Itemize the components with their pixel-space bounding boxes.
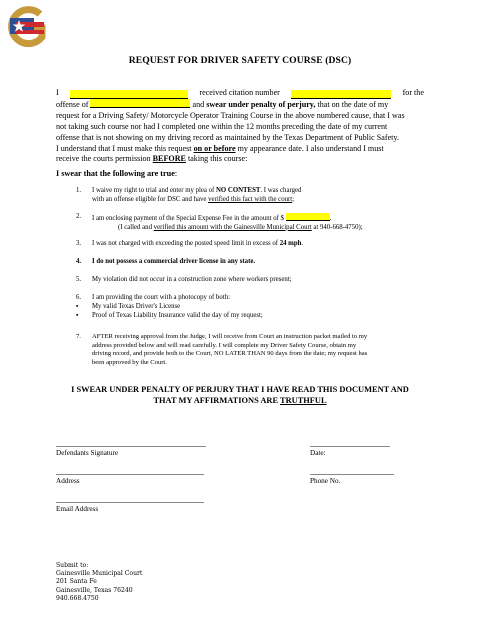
swear-heading: I swear that the following are true: [56, 169, 178, 178]
date-line[interactable] [310, 446, 390, 447]
fee-amount-field[interactable] [286, 213, 330, 221]
phone-label: Phone No. [310, 477, 341, 485]
defendant-signature-line[interactable] [56, 446, 206, 447]
bullet-icon: ▪ [76, 303, 79, 310]
gainesville-seal-logo [6, 4, 52, 50]
defendant-signature-label: Defendants Signature [56, 449, 119, 457]
date-label: Date: [310, 449, 326, 457]
submit-address: Submit to: Gainesville Municipal Court 201 Santa Fe Gainesville, Texas 76240 940.668.4750 [56, 562, 143, 602]
address-label: Address [56, 477, 80, 485]
address-line[interactable] [56, 474, 204, 475]
perjury-statement: I SWEAR UNDER PENALTY OF PERJURY THAT I HAVE READ THIS DOCUMENT AND THAT MY AFFIRMATIONS ARE TRUTHFUL [71, 385, 409, 405]
document-title: REQUEST FOR DRIVER SAFETY COURSE (DSC) [128, 55, 352, 66]
email-line[interactable] [56, 502, 204, 503]
bullet-icon: ▪ [76, 311, 79, 319]
citation-number-field[interactable] [291, 90, 391, 99]
name-field[interactable] [70, 90, 188, 99]
email-label: Email Address [56, 505, 99, 513]
phone-line[interactable] [310, 474, 394, 475]
intro-paragraph: I received citation number for the offense of and swear under penalty of perjury, that on the date of my request for a Driving Safety/ Motorcycle Operator Training Course in the above numbered cause, that I was not taking such course nor had I completed one within the 12 months preceding the date of my current offense that is not showing on my driving record as maintained by the Texas Department of Public Safety. I understand that I must make this request on or before my appearance date. I also understand I must receive the courts permission BEFORE taking this course: [56, 88, 424, 164]
offense-field[interactable] [90, 99, 190, 108]
